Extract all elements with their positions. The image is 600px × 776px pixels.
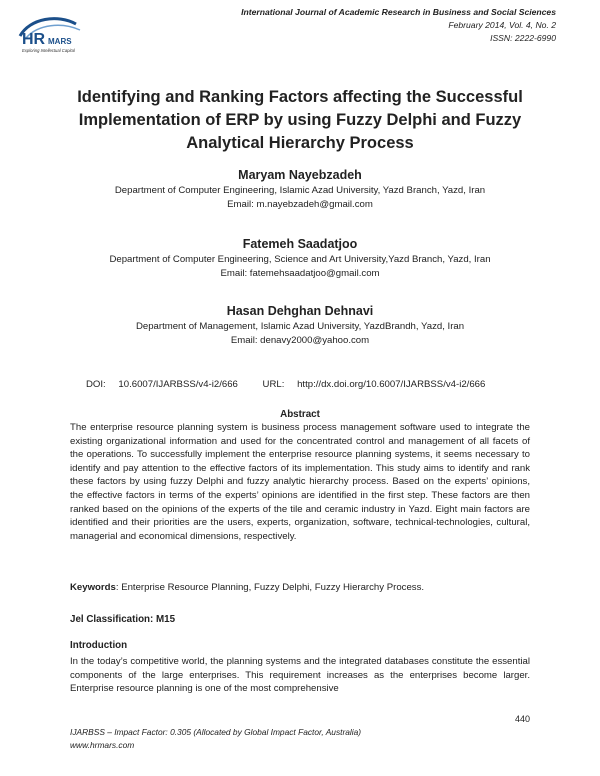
abstract-heading: Abstract (280, 409, 320, 420)
author-name: Hasan Dehghan Dehnavi (226, 304, 374, 318)
author-email[interactable]: Email: denavy2000@yahoo.com (230, 335, 370, 346)
author-affiliation: Department of Management, Islamic Azad University, YazdBrandh, Yazd, Iran (135, 321, 465, 332)
hrmars-logo-icon (18, 14, 100, 54)
author-email[interactable]: Email: fatemehsaadatjoo@gmail.com (220, 268, 380, 279)
page-footer (70, 726, 361, 751)
author-name: Maryam Nayebzadeh (238, 168, 362, 182)
author-block-1 (40, 166, 560, 212)
keywords-value: : Enterprise Resource Planning, Fuzzy Delphi, Fuzzy Hierarchy Process. (115, 582, 425, 593)
logo-main-text: HR (22, 31, 46, 48)
author-email[interactable]: Email: m.nayebzadeh@gmail.com (227, 199, 373, 210)
introduction-heading: Introduction (70, 640, 128, 651)
url-label: URL: (262, 379, 285, 390)
journal-issn: ISSN: 2222-6990 (490, 33, 556, 43)
footer-website[interactable]: www.hrmars.com (70, 739, 135, 750)
journal-issue: February 2014, Vol. 4, No. 2 (448, 20, 556, 30)
author-block-2 (40, 235, 560, 281)
doi-label: DOI: (86, 379, 106, 390)
author-affiliation: Department of Computer Engineering, Islamic Azad University, Yazd Branch, Yazd, Iran (114, 185, 486, 196)
keywords-line (70, 582, 530, 593)
logo-small-text: MARS (48, 37, 72, 46)
logo-tagline: Exploring Intellectual Capital (22, 48, 75, 53)
jel-classification: Jel Classification: M15 (70, 614, 176, 625)
page-number: 440 (514, 714, 530, 724)
doi-line (86, 379, 495, 390)
journal-name: International Journal of Academic Research in Business and Social Sciences (241, 7, 556, 17)
author-block-3 (40, 302, 560, 348)
author-name: Fatemeh Saadatjoo (242, 237, 358, 251)
keywords-label: Keywords (70, 582, 116, 593)
doi-value[interactable]: 10.6007/IJARBSS/v4-i2/666 (118, 379, 238, 390)
journal-header (241, 6, 556, 45)
journal-logo (18, 14, 100, 54)
introduction-text: In the today’s competitive world, the planning systems and the integrated databases constitute the essential components of the large enterprises. This requirement increases as the enterprises become larger. Enterprise resource planning is one of the most comprehensive (70, 656, 530, 695)
abstract-text: The enterprise resource planning system is business process management software used to integrate the existing organizational information and used for the concentrated control and management of all facets of the operations. To successfully implement the enterprise resource planning systems, it seems necessary to identify and pay attention to the effective factors of its implementation. This study aims to identify and rank these factors by using fuzzy Delphi and fuzzy analytic hierarchy process. Based on the experts’ opinions, the effective factors in terms of the experts’ opinions are identified in the first step. These factors are then ranked based on the opinions of the experts of the tile and ceramic industry in Yazd. Eight main factors are identified and their priorities are the users, experts, organization, software, technical-technologies, cultural, managerial and economical dimensions, respectively. (70, 422, 530, 542)
paper-title: Identifying and Ranking Factors affecting the Successful Implementation of ERP by using Fuzzy Delphi and Fuzzy Analytical Hierarchy Process (77, 88, 523, 152)
author-affiliation: Department of Computer Engineering, Science and Art University,Yazd Branch, Yazd, Iran (109, 254, 491, 265)
footer-impact-factor: IJARBSS – Impact Factor: 0.305 (Allocated by Global Impact Factor, Australia) (70, 727, 362, 737)
url-value[interactable]: http://dx.doi.org/10.6007/IJARBSS/v4-i2/666 (297, 379, 486, 390)
